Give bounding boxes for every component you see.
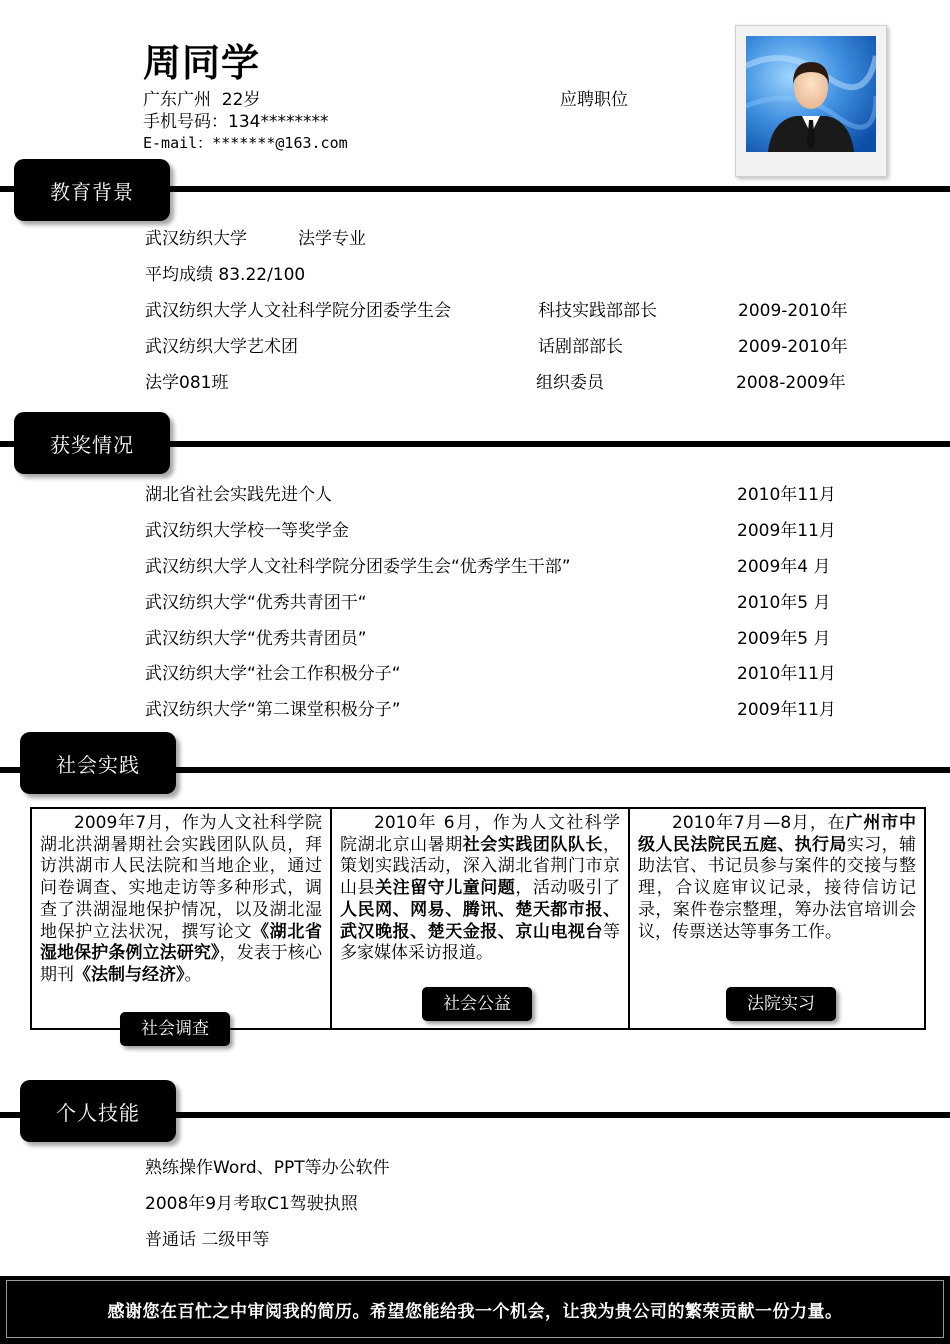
practice-cell-survey bbox=[32, 809, 330, 1039]
award-row bbox=[145, 626, 865, 652]
role-period: 2009-2010年 bbox=[738, 301, 848, 321]
section-title-awards: 获奖情况 bbox=[14, 412, 170, 474]
phone-number: 手机号码：134******** bbox=[143, 112, 329, 132]
practice-highlight: 人民网、网易、腾讯、楚天都市报、武汉晚报、楚天金报、京山电视台 bbox=[340, 899, 620, 942]
practice-cell-welfare bbox=[330, 809, 628, 1028]
practice-text: 等多家媒体采访报道。 bbox=[340, 921, 620, 964]
skill-item bbox=[145, 1227, 865, 1253]
award-date: 2009年11月 bbox=[737, 700, 836, 720]
caption-court-internship: 法院实习 bbox=[726, 987, 836, 1021]
section-title-skills: 个人技能 bbox=[20, 1080, 176, 1142]
award-row bbox=[145, 482, 865, 508]
award-name: 武汉纺织大学“第二课堂积极分子” bbox=[145, 700, 401, 720]
award-name: 武汉纺织大学“优秀共青团员” bbox=[145, 629, 367, 649]
role-org: 法学081班 bbox=[145, 373, 229, 393]
practice-highlight: 《法制与经济》 bbox=[74, 964, 185, 985]
school-name: 武汉纺织大学 bbox=[145, 229, 247, 249]
closing-message: 感谢您在百忙之中审阅我的简历。希望您能给我一个机会，让我为贵公司的繁荣贡献一份力量。 bbox=[6, 1280, 944, 1338]
award-row bbox=[145, 590, 865, 616]
award-date: 2009年5 月 bbox=[737, 629, 831, 649]
education-school bbox=[145, 226, 865, 252]
email-address: E-mail：*******@163.com bbox=[143, 134, 348, 152]
practice-highlight: 广州市中级人民法院民五庭、执行局 bbox=[638, 813, 916, 855]
award-row bbox=[145, 518, 865, 544]
award-date: 2009年11月 bbox=[737, 521, 836, 541]
practice-text: 2010年 6月，作为人文社科学院湖北京山暑期 bbox=[340, 813, 620, 855]
award-date: 2010年5 月 bbox=[737, 593, 831, 613]
practice-table bbox=[30, 807, 926, 1039]
skill-text: 普通话 二级甲等 bbox=[145, 1230, 270, 1250]
award-name: 武汉纺织大学人文社科学院分团委学生会“优秀学生干部” bbox=[145, 557, 571, 577]
gpa-text: 平均成绩 83.22/100 bbox=[145, 265, 306, 285]
practice-cell-court bbox=[628, 809, 924, 1028]
practice-text: ，策划实践活动，深入湖北省荆门市京山县 bbox=[340, 834, 621, 899]
person-avatar-icon bbox=[746, 36, 876, 152]
section-title-education: 教育背景 bbox=[14, 159, 170, 221]
award-date: 2009年4 月 bbox=[737, 557, 831, 577]
major-name: 法学专业 bbox=[298, 229, 366, 249]
education-gpa bbox=[145, 262, 865, 288]
award-row bbox=[145, 661, 865, 687]
role-title: 科技实践部部长 bbox=[538, 301, 657, 321]
award-date: 2010年11月 bbox=[737, 664, 836, 684]
footer-bar bbox=[0, 1276, 950, 1344]
role-row bbox=[145, 334, 865, 360]
award-date: 2010年11月 bbox=[737, 485, 836, 505]
candidate-name: 周同学 bbox=[143, 41, 261, 85]
caption-social-survey: 社会调查 bbox=[120, 1012, 230, 1046]
position-label: 应聘职位 bbox=[560, 90, 628, 110]
location-age: 广东广州 22岁 bbox=[143, 90, 261, 110]
practice-text: ，活动吸引了 bbox=[515, 878, 621, 899]
role-title: 组织委员 bbox=[536, 373, 604, 393]
skill-text: 2008年9月考取C1驾驶执照 bbox=[145, 1194, 358, 1214]
award-name: 武汉纺织大学校一等奖学金 bbox=[145, 521, 349, 541]
practice-highlight: 社会实践团队队长 bbox=[462, 834, 604, 855]
profile-photo bbox=[735, 25, 887, 177]
practice-highlight: 《湖北省湿地保护条例立法研究》 bbox=[40, 921, 322, 964]
award-name: 湖北省社会实践先进个人 bbox=[145, 485, 332, 505]
award-row bbox=[145, 697, 865, 723]
skill-item bbox=[145, 1191, 865, 1217]
role-org: 武汉纺织大学艺术团 bbox=[145, 337, 298, 357]
skill-item bbox=[145, 1155, 865, 1181]
caption-public-welfare: 社会公益 bbox=[422, 987, 532, 1021]
role-org: 武汉纺织大学人文社科学院分团委学生会 bbox=[145, 301, 451, 321]
practice-text: 2010年7月—8月，在 bbox=[672, 813, 846, 833]
practice-text: ，发表于核心期刊 bbox=[40, 943, 322, 985]
skill-text: 熟练操作Word、PPT等办公软件 bbox=[145, 1158, 390, 1178]
role-title: 话剧部部长 bbox=[538, 337, 623, 357]
award-name: 武汉纺织大学“社会工作积极分子“ bbox=[145, 664, 401, 684]
practice-highlight: 关注留守儿童问题 bbox=[375, 878, 516, 899]
role-period: 2009-2010年 bbox=[738, 337, 848, 357]
practice-text: 。 bbox=[184, 964, 202, 985]
award-row bbox=[145, 554, 865, 580]
role-period: 2008-2009年 bbox=[736, 373, 846, 393]
role-row bbox=[145, 298, 865, 324]
role-row bbox=[145, 370, 865, 396]
practice-text: 2009年7月，作为人文社科学院湖北洪湖暑期社会实践团队队员，拜访洪湖市人民法院和当地企业，通过问卷调查、实地走访等多种形式，调查了洪湖湿地保护情况，以及湖北湿地保护立法状况，撰写论文 bbox=[40, 813, 322, 942]
practice-text: 实习，辅助法官、书记员参与案件的交接与整理，合议庭审议记录，接待信访记录，案件卷宗整理，筹办法官培训会议，传票送达等事务工作。 bbox=[638, 834, 917, 942]
award-name: 武汉纺织大学“优秀共青团干“ bbox=[145, 593, 367, 613]
section-title-practice: 社会实践 bbox=[20, 732, 176, 794]
